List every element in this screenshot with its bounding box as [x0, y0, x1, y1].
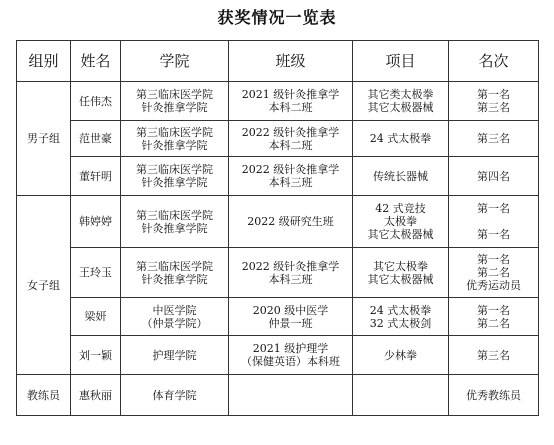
cell-event: 其它类太极拳 其它太极器械 [353, 82, 449, 121]
table-row [17, 121, 539, 157]
table-row [17, 82, 539, 121]
header-rank: 名次 [449, 41, 539, 82]
cell-college: 体育学院 [121, 375, 229, 416]
cell-rank: 第三名 [449, 336, 539, 375]
cell-name: 董轩明 [71, 157, 121, 196]
cell-rank: 第四名 [449, 157, 539, 196]
cell-event: 42 式竞技 太极拳 其它太极器械 [353, 196, 449, 248]
table-row [17, 248, 539, 298]
cell-rank: 优秀教练员 [449, 375, 539, 416]
cell-rank: 第一名 第二名 优秀运动员 [449, 248, 539, 298]
cell-college: 护理学院 [121, 336, 229, 375]
header-event: 项目 [353, 41, 449, 82]
header-name: 姓名 [71, 41, 121, 82]
cell-name: 梁妍 [71, 298, 121, 336]
cell-event: 少林拳 [353, 336, 449, 375]
cell-class: 2021 级护理学 （保健英语）本科班 [229, 336, 353, 375]
header-class: 班级 [229, 41, 353, 82]
cell-name: 刘一颖 [71, 336, 121, 375]
cell-class: 2022 级针灸推拿学 本科三班 [229, 248, 353, 298]
table-row [17, 157, 539, 196]
cell-name: 王玲玉 [71, 248, 121, 298]
cell-event: 其它太极拳 其它太极器械 [353, 248, 449, 298]
header-college: 学院 [121, 41, 229, 82]
header-row [17, 41, 539, 82]
group-coach: 教练员 [17, 375, 71, 416]
cell-rank: 第一名 第一名 [449, 196, 539, 248]
cell-class: 2020 级中医学 仲景一班 [229, 298, 353, 336]
table-row [17, 196, 539, 248]
cell-class [229, 375, 353, 416]
cell-event: 24 式太极拳 32 式太极剑 [353, 298, 449, 336]
cell-college: 中医学院 （仲景学院） [121, 298, 229, 336]
cell-name: 惠秋丽 [71, 375, 121, 416]
cell-college: 第三临床医学院 针灸推拿学院 [121, 248, 229, 298]
cell-rank: 第一名 第三名 [449, 82, 539, 121]
cell-name: 韩婷婷 [71, 196, 121, 248]
cell-rank: 第一名 第二名 [449, 298, 539, 336]
cell-college: 第三临床医学院 针灸推拿学院 [121, 121, 229, 157]
cell-class: 2022 级针灸推拿学 本科二班 [229, 121, 353, 157]
cell-name: 范世豪 [71, 121, 121, 157]
table-row [17, 298, 539, 336]
cell-class: 2022 级研究生班 [229, 196, 353, 248]
cell-rank: 第三名 [449, 121, 539, 157]
cell-class: 2022 级针灸推拿学 本科三班 [229, 157, 353, 196]
header-group: 组别 [17, 41, 71, 82]
table-row [17, 375, 539, 416]
table-row [17, 336, 539, 375]
cell-college: 第三临床医学院 针灸推拿学院 [121, 82, 229, 121]
cell-class: 2021 级针灸推拿学 本科二班 [229, 82, 353, 121]
cell-event: 传统长器械 [353, 157, 449, 196]
cell-name: 任伟杰 [71, 82, 121, 121]
cell-college: 第三临床医学院 针灸推拿学院 [121, 196, 229, 248]
cell-college: 第三临床医学院 针灸推拿学院 [121, 157, 229, 196]
cell-event [353, 375, 449, 416]
group-male: 男子组 [17, 82, 71, 196]
group-female: 女子组 [17, 196, 71, 375]
awards-table [16, 40, 539, 416]
page-title: 获奖情况一览表 [217, 8, 337, 27]
cell-event: 24 式太极拳 [353, 121, 449, 157]
